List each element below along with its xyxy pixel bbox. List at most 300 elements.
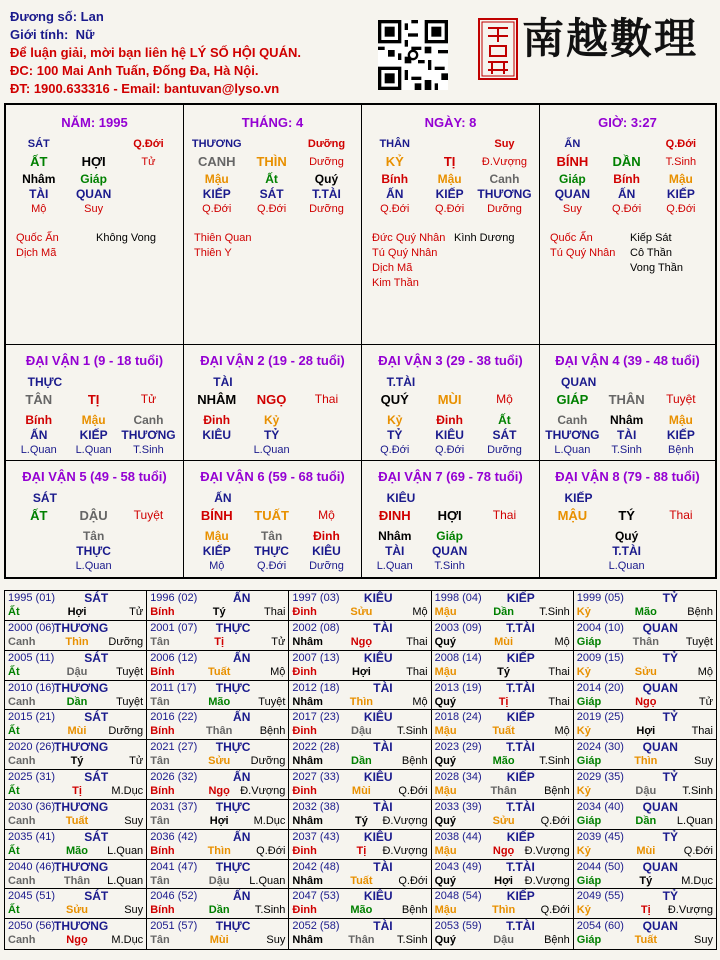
hidden-entry: Q.Đới <box>435 444 465 456</box>
year-phase: M.Dục <box>681 874 713 887</box>
year-thap-than: TÀI <box>373 740 393 755</box>
year-can: Tân <box>150 755 170 768</box>
year-phase: T.Sinh <box>682 785 713 797</box>
year-phase: Bệnh <box>544 785 570 797</box>
year-can: Đinh <box>292 904 317 917</box>
hidden-entry: Mậu <box>204 529 229 543</box>
year-cell <box>432 710 574 740</box>
year-thap-than: KIẾP <box>506 770 535 784</box>
hidden-entry: Kỷ <box>387 413 403 427</box>
hidden-entry: TỶ <box>387 428 403 442</box>
year-phase: Tử <box>271 635 286 648</box>
year-label: 2049 (55) <box>576 890 624 903</box>
pillar-entry: Suy <box>494 138 515 150</box>
year-can: Tân <box>150 635 170 648</box>
year-chi: Dậu <box>66 665 88 678</box>
pillar-column <box>420 137 478 217</box>
year-cell <box>5 770 147 800</box>
year-can: Nhâm <box>292 874 323 887</box>
year-chi: Ngọ <box>350 635 373 648</box>
dai-van-chi: NGỌ <box>256 392 287 407</box>
year-phase: L.Quan <box>107 874 144 887</box>
year-can: Giáp <box>576 695 602 708</box>
year-cell <box>574 681 716 711</box>
year-phase: M.Dục <box>253 814 286 827</box>
dai-van-hidden-stem <box>242 529 300 574</box>
year-phase: Thai <box>548 665 570 678</box>
year-cell <box>574 830 716 860</box>
year-can: Đinh <box>292 606 317 618</box>
pillar-entry <box>242 137 300 152</box>
year-cell <box>574 591 716 621</box>
year-chi: Dần <box>208 904 230 917</box>
hidden-entry: THƯƠNG <box>545 428 600 442</box>
dai-van-hidden-stem <box>598 529 656 574</box>
hidden-entry: Q.Đới <box>257 560 287 572</box>
pillar-entry <box>420 137 478 152</box>
year-cell <box>147 591 289 621</box>
dai-van-hidden-stem <box>652 413 710 458</box>
year-cell <box>432 740 574 770</box>
pillar-column <box>242 137 300 217</box>
year-cell <box>574 710 716 740</box>
year-chi: Tý <box>497 665 511 678</box>
hidden-entry <box>119 544 177 559</box>
year-can: Nhâm <box>292 755 323 768</box>
hidden-entry <box>10 544 68 559</box>
dai-van-phase: Tuyệt <box>133 508 164 522</box>
year-phase: Tử <box>698 695 713 708</box>
year-phase: M.Dục <box>111 785 144 797</box>
stars-left <box>16 231 59 261</box>
year-chi: Tuất <box>65 814 89 827</box>
dai-van-hidden-stem <box>420 529 478 574</box>
year-can: Giáp <box>576 814 602 827</box>
year-cell <box>432 621 574 651</box>
year-thap-than: T.TÀI <box>506 919 535 934</box>
year-phase: Bệnh <box>687 606 713 618</box>
year-cell <box>574 621 716 651</box>
hidden-entry: Nhâm <box>378 529 412 543</box>
year-can: Ất <box>8 785 20 797</box>
hidden-entry: Kỷ <box>263 413 280 427</box>
hidden-entry <box>297 428 355 443</box>
pillar-entry: BÍNH <box>556 154 589 169</box>
year-label: 2039 (45) <box>576 830 624 843</box>
year-phase: Q.Đới <box>540 904 570 917</box>
stars-right <box>630 231 683 276</box>
dai-van-title: ĐẠI VẬN 7 (69 - 78 tuổi) <box>378 469 523 484</box>
year-thap-than: ẤN <box>233 829 251 844</box>
hidden-entry: Mậu <box>668 413 693 427</box>
year-thap-than: THƯƠNG <box>54 859 109 874</box>
year-thap-than: SÁT <box>84 650 109 665</box>
year-phase: Tử <box>129 755 144 768</box>
dai-van-8 <box>540 461 715 577</box>
pillar-entry: Mộ <box>31 203 47 215</box>
hidden-entry <box>544 544 602 559</box>
year-phase: Mộ <box>270 665 286 678</box>
year-cell <box>5 681 147 711</box>
year-can: Bính <box>150 904 175 917</box>
year-label: 2042 (48) <box>292 860 340 873</box>
year-phase: Đ.Vượng <box>382 844 428 857</box>
year-chi: Thân <box>490 785 517 797</box>
dai-van-3 <box>362 345 540 461</box>
dai-van-can: ẤT <box>30 508 48 523</box>
pillar-entry: ẤN <box>564 138 581 150</box>
year-can: Ất <box>8 665 20 678</box>
pillar-entry: ẤN <box>386 187 404 201</box>
dai-van-title: ĐẠI VẬN 4 (39 - 48 tuổi) <box>555 353 700 368</box>
pillar-title: GIỜ: 3:27 <box>598 115 657 130</box>
year-chi: Tị <box>214 635 225 648</box>
hidden-entry: Canh <box>557 413 588 427</box>
dai-van-hidden-stem <box>598 413 656 458</box>
hidden-entry: KIẾP <box>666 428 695 442</box>
year-thap-than: SÁT <box>84 591 109 605</box>
year-thap-than: T.TÀI <box>506 859 535 874</box>
hidden-entry: THỰC <box>76 544 111 558</box>
pillar-entry: Q.Đới <box>380 203 410 215</box>
year-can: Đinh <box>292 844 317 857</box>
pillar-column <box>188 137 246 217</box>
year-label: 2041 (47) <box>150 860 198 873</box>
year-phase: Q.Đới <box>398 874 428 887</box>
year-chi: Mão <box>208 695 231 708</box>
year-thap-than: KIẾP <box>506 650 535 665</box>
year-cell <box>289 830 431 860</box>
year-phase: Tuyệt <box>116 695 144 708</box>
year-cell <box>289 860 431 890</box>
dai-van-hidden-stem <box>475 529 533 574</box>
year-thap-than: QUAN <box>642 620 678 635</box>
hidden-entry: Bệnh <box>668 444 694 456</box>
year-chi: Tý <box>354 814 368 827</box>
year-label: 2047 (53) <box>292 890 340 903</box>
year-label: 1999 (05) <box>576 592 624 604</box>
pillar-entry: Q.Đới <box>202 203 232 215</box>
dai-van-can: GIÁP <box>556 392 589 407</box>
year-chi: Hợi <box>209 814 229 827</box>
year-can: Nhâm <box>292 635 323 648</box>
year-thap-than: QUAN <box>642 859 678 874</box>
year-cell <box>5 830 147 860</box>
year-label: 2005 (11) <box>8 651 55 664</box>
hidden-entry <box>119 559 177 574</box>
hidden-entry <box>297 413 355 428</box>
year-can: Quý <box>434 755 456 768</box>
hidden-entry: Ất <box>498 413 511 427</box>
year-chi: Tị <box>356 844 367 857</box>
year-can: Giáp <box>576 635 602 648</box>
year-cell <box>289 919 431 949</box>
year-label: 2034 (40) <box>576 800 624 813</box>
year-chi: Hợi <box>351 665 371 678</box>
pillar-entry <box>119 202 177 217</box>
hidden-entry: KIẾP <box>202 544 231 558</box>
stars-right <box>454 231 514 246</box>
year-label: 2037 (43) <box>292 830 340 843</box>
star-label: Thiên Quan <box>194 232 252 244</box>
year-chi: Thân <box>63 874 91 887</box>
year-thap-than: THỰC <box>215 919 251 934</box>
year-thap-than: QUAN <box>642 919 678 934</box>
year-can: Đinh <box>292 725 317 738</box>
name-value: Lan <box>80 9 104 24</box>
dai-van-chi: DẬU <box>79 508 108 523</box>
year-thap-than: THỰC <box>215 799 251 814</box>
year-chi: Thìn <box>634 755 658 768</box>
star-label: Đức Quý Nhân <box>372 232 446 244</box>
year-phase: Đ.Vượng <box>667 904 713 917</box>
pillar-title: NGÀY: 8 <box>424 115 477 130</box>
year-thap-than: TÀI <box>373 859 393 874</box>
year-thap-than: TỶ <box>662 829 678 844</box>
hidden-entry <box>188 443 246 458</box>
year-can: Kỷ <box>576 665 591 678</box>
year-label: 2008 (14) <box>434 651 482 664</box>
dai-van-chi: TUẤT <box>254 508 289 523</box>
year-thap-than: ẤN <box>233 650 251 665</box>
year-cell <box>289 681 431 711</box>
pillar-entry: ẤN <box>617 187 636 201</box>
year-thap-than: KIÊU <box>363 710 393 725</box>
year-cell <box>574 651 716 681</box>
star-label: Quốc Ấn <box>16 232 59 244</box>
pillar-entry: ẤT <box>30 154 48 169</box>
pillar-entry: Mậu <box>668 172 693 186</box>
year-label: 2022 (28) <box>292 741 340 754</box>
year-label: 2013 (19) <box>434 681 482 694</box>
year-cell <box>147 860 289 890</box>
hidden-entry <box>297 443 355 458</box>
year-thap-than: ẤN <box>233 770 251 784</box>
year-label: 2046 (52) <box>150 890 198 903</box>
year-chi: Dậu <box>493 934 514 947</box>
year-thap-than: TÀI <box>373 620 393 635</box>
pillar-entry: Đ.Vượng <box>481 156 528 168</box>
star-label: Quốc Ấn <box>550 232 593 244</box>
year-label: 2053 (59) <box>434 920 482 933</box>
year-chi: Tuất <box>634 934 657 947</box>
year-thap-than: TÀI <box>373 799 393 814</box>
year-chi: Sửu <box>208 755 231 768</box>
dai-van-thap-than: KIÊU <box>386 491 416 505</box>
pillar-entry: Mậu <box>437 172 462 186</box>
year-thap-than: THƯƠNG <box>54 740 109 755</box>
year-thap-than: TÀI <box>373 680 393 695</box>
hidden-entry: Nhâm <box>609 413 644 427</box>
hidden-entry: SÁT <box>492 428 517 442</box>
year-cell <box>5 651 147 681</box>
dai-van-hidden-stem <box>10 529 68 574</box>
year-cell <box>432 770 574 800</box>
hidden-entry: TÀI <box>616 428 637 442</box>
pillar-entry: THÂN <box>379 138 411 150</box>
year-chi: Dần <box>351 755 372 768</box>
hidden-entry <box>475 559 533 574</box>
year-phase: Dưỡng <box>250 755 286 768</box>
year-can: Kỷ <box>576 606 591 618</box>
year-can: Quý <box>434 814 456 827</box>
year-chi: Dần <box>493 606 514 618</box>
pillar-column <box>475 137 533 217</box>
hidden-entry: Quý <box>614 529 639 543</box>
year-cell <box>289 621 431 651</box>
year-chi: Thân <box>348 934 375 947</box>
year-cell <box>147 651 289 681</box>
year-chi: Mão <box>492 755 515 768</box>
year-phase: Q.Đới <box>398 785 428 797</box>
year-label: 2030 (36) <box>8 800 56 813</box>
year-thap-than: T.TÀI <box>506 740 535 755</box>
dai-van-thap-than: THỰC <box>27 375 63 389</box>
pillar-entry: Dưỡng <box>307 138 346 150</box>
year-phase: Mộ <box>697 665 713 678</box>
stars-left <box>372 231 445 291</box>
pillar-entry: Q.Đới <box>612 203 642 215</box>
dai-van-chi: TÝ <box>618 508 635 523</box>
year-cell <box>432 860 574 890</box>
dai-van-hidden-stem <box>119 413 177 458</box>
year-label: 2000 (06) <box>8 621 56 634</box>
year-label: 2035 (41) <box>8 830 56 843</box>
year-label: 2026 (32) <box>150 771 198 783</box>
dai-van-chi: THÂN <box>608 392 645 407</box>
hidden-entry: THỰC <box>254 544 289 558</box>
year-chi: Mùi <box>209 934 229 947</box>
pillar-entry: Tử <box>141 156 156 168</box>
pillar-entry: Giáp <box>559 172 586 186</box>
year-thap-than: SÁT <box>84 829 109 844</box>
year-phase: Đ.Vượng <box>240 785 286 797</box>
year-thap-than: THƯƠNG <box>54 620 109 635</box>
year-thap-than: TỶ <box>662 710 678 725</box>
qr-code-icon[interactable] <box>378 20 448 90</box>
year-phase: Tuyệt <box>258 695 286 708</box>
pillar-entry: SÁT <box>259 187 284 201</box>
year-label: 2011 (17) <box>150 681 197 694</box>
year-can: Nhâm <box>292 695 323 708</box>
year-cell <box>289 770 431 800</box>
year-label: 2009 (15) <box>576 651 624 664</box>
year-chi: Tý <box>639 874 653 887</box>
hidden-entry: Giáp <box>436 529 463 543</box>
hidden-entry: Đinh <box>436 413 463 427</box>
year-can: Ất <box>8 606 20 618</box>
year-phase: Mộ <box>412 695 428 708</box>
year-phase: T.Sinh <box>539 755 570 768</box>
year-label: 2028 (34) <box>434 771 482 783</box>
year-phase: T.Sinh <box>539 606 570 618</box>
dai-van-thap-than: ẤN <box>214 491 232 505</box>
year-label: 2023 (29) <box>434 741 482 754</box>
pillar-column <box>297 137 355 217</box>
year-label: 2029 (35) <box>576 771 624 783</box>
year-phase: L.Quan <box>676 814 713 827</box>
year-phase: Thai <box>406 635 428 648</box>
year-can: Kỷ <box>576 844 591 857</box>
year-thap-than: TỶ <box>662 591 678 605</box>
pillar-entry: TỊ <box>443 154 456 169</box>
year-label: 2020 (26) <box>8 741 56 754</box>
pillar-entry: Nhâm <box>22 172 56 186</box>
year-phase: T.Sinh <box>397 725 428 738</box>
year-chi: Dần <box>635 814 657 827</box>
year-cell <box>289 591 431 621</box>
year-can: Bính <box>150 725 175 738</box>
year-chi: Hợi <box>494 874 513 887</box>
year-phase: L.Quan <box>249 874 286 887</box>
pillar-entry: Suy <box>562 203 582 215</box>
year-label: 2043 (49) <box>434 860 482 873</box>
star-label: Tú Quý Nhân <box>550 247 616 259</box>
year-phase: Đ.Vượng <box>524 844 570 857</box>
star-label: Không Vong <box>96 232 156 244</box>
pillar-entry: DẦN <box>612 154 641 169</box>
hidden-entry: TÀI <box>385 544 405 558</box>
year-phase: Thai <box>691 725 713 738</box>
hidden-entry: Dưỡng <box>487 444 522 456</box>
year-chi: Tị <box>640 904 651 917</box>
year-label: 2051 (57) <box>150 920 198 933</box>
pillar-entry: KỶ <box>385 154 404 169</box>
year-can: Ất <box>8 904 20 917</box>
hidden-entry: Đinh <box>203 413 231 427</box>
year-thap-than: SÁT <box>84 710 109 725</box>
year-cell <box>289 651 431 681</box>
year-label: 2012 (18) <box>292 681 340 694</box>
year-cell <box>432 830 574 860</box>
year-label: 2032 (38) <box>292 800 340 813</box>
year-label: 2017 (23) <box>292 711 340 724</box>
pillar-entry: Giáp <box>80 172 107 186</box>
dai-van-thap-than: QUAN <box>561 375 597 389</box>
pillar-entry: Dưỡng <box>487 203 522 215</box>
star-label: Dịch Mã <box>372 262 413 274</box>
year-chi: Ngọ <box>635 695 657 708</box>
year-cell <box>5 710 147 740</box>
dai-van-7 <box>362 461 540 577</box>
year-cell <box>574 770 716 800</box>
year-can: Quý <box>434 635 456 648</box>
year-can: Bính <box>150 606 175 618</box>
dai-van-phase: Thai <box>314 392 339 406</box>
year-thap-than: QUAN <box>642 799 678 814</box>
pillar-entry <box>119 172 177 187</box>
year-label: 1997 (03) <box>292 592 340 604</box>
year-thap-than: T.TÀI <box>506 799 535 814</box>
hidden-entry <box>544 559 602 574</box>
year-can: Canh <box>8 934 36 947</box>
year-thap-than: ẤN <box>233 591 251 605</box>
year-phase: Q.Đới <box>256 844 286 857</box>
year-chi: Tuất <box>207 665 231 678</box>
hidden-entry: T.Sinh <box>133 444 164 456</box>
dai-van-hidden-stem <box>10 413 68 458</box>
gender-value: Nữ <box>75 27 95 42</box>
year-thap-than: KIÊU <box>363 591 393 605</box>
hidden-entry: THƯƠNG <box>121 428 176 442</box>
dai-van-2 <box>184 345 362 461</box>
year-phase: M.Dục <box>111 934 144 947</box>
hidden-entry <box>475 529 533 544</box>
star-label: Kiếp Sát <box>630 232 672 244</box>
year-thap-than: KIẾP <box>506 710 535 725</box>
year-cell <box>147 681 289 711</box>
year-can: Mậu <box>434 785 457 797</box>
